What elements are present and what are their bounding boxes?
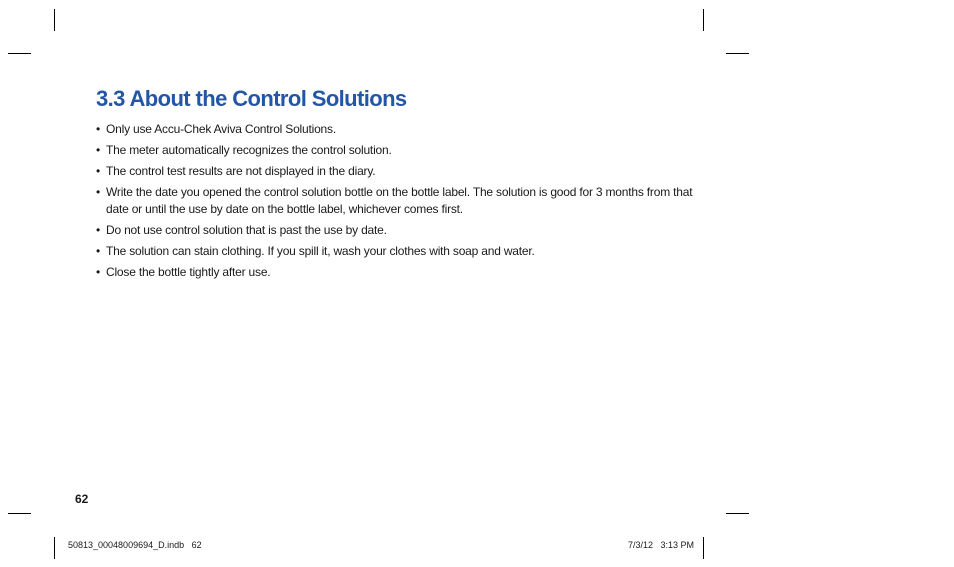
- bullet-icon: •: [96, 244, 101, 258]
- bullet-icon: •: [96, 143, 101, 157]
- list-item-text: The control test results are not displayed in the diary.: [106, 164, 376, 178]
- crop-mark-bottom-left-horizontal: [8, 513, 31, 514]
- list-item-text: The solution can stain clothing. If you spill it, wash your clothes with soap and water.: [106, 244, 535, 258]
- list-item: [96, 142, 696, 159]
- list-item: [96, 243, 696, 260]
- list-item: [96, 222, 696, 239]
- crop-mark-top-right-vertical: [703, 9, 704, 31]
- crop-mark-top-left-horizontal: [8, 53, 31, 54]
- print-slug-datetime: 7/3/12 3:13 PM: [628, 540, 695, 550]
- bullet-icon: •: [96, 185, 101, 199]
- list-item: [96, 121, 696, 138]
- bullet-icon: •: [96, 122, 101, 136]
- crop-mark-top-right-horizontal: [726, 53, 749, 54]
- crop-mark-bottom-left-vertical: [54, 537, 55, 559]
- bullet-list: [96, 121, 696, 285]
- list-item: [96, 184, 696, 218]
- crop-mark-bottom-right-horizontal: [726, 513, 749, 514]
- list-item-text: Only use Accu-Chek Aviva Control Solutions.: [106, 122, 336, 136]
- bullet-icon: •: [96, 223, 101, 237]
- print-slug-file: 50813_00048009694_D.indb 62: [68, 540, 202, 550]
- bullet-icon: •: [96, 265, 101, 279]
- section-heading: 3.3 About the Control Solutions: [96, 86, 407, 111]
- list-item-text: The meter automatically recognizes the control solution.: [106, 143, 392, 157]
- list-item-text: Write the date you opened the control solution bottle on the bottle label. The solution is good for 3 months from that date or until the use by date on the bottle label, whichever comes first.: [106, 185, 693, 216]
- page-number: 62: [75, 492, 89, 506]
- bullet-icon: •: [96, 164, 101, 178]
- list-item-text: Close the bottle tightly after use.: [106, 265, 271, 279]
- list-item: [96, 163, 696, 180]
- list-item: [96, 264, 696, 281]
- list-item-text: Do not use control solution that is past the use by date.: [106, 223, 387, 237]
- crop-mark-bottom-right-vertical: [703, 537, 704, 559]
- crop-mark-top-left-vertical: [54, 9, 55, 31]
